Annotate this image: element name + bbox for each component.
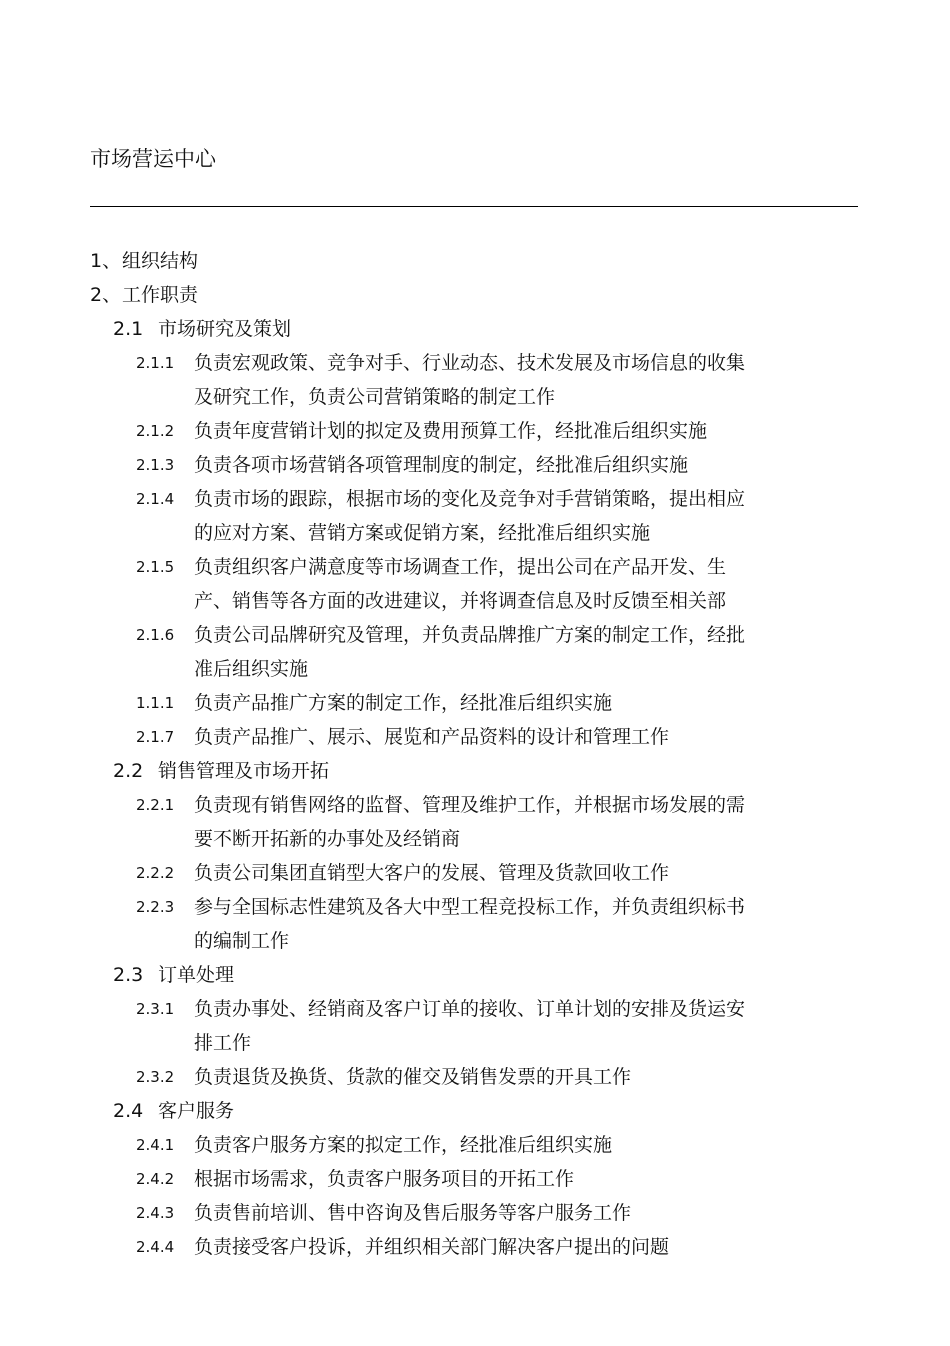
item-number: 2.1.5 — [136, 558, 175, 576]
item-text: 负责宏观政策、竞争对手、行业动态、技术发展及市场信息的收集 — [194, 352, 746, 374]
item-text: 组织结构 — [122, 250, 199, 272]
item-number: 2.2 — [113, 760, 144, 782]
item-text: 工作职责 — [122, 284, 199, 306]
item-text: 客户服务 — [158, 1100, 235, 1122]
item-number: 2.1 — [113, 318, 144, 340]
item-number: 2.2.3 — [136, 898, 175, 916]
item-number: 2.1.6 — [136, 626, 175, 644]
item-number: 2.3 — [113, 964, 144, 986]
outline-item — [0, 482, 950, 550]
item-number: 2.1.2 — [136, 422, 175, 440]
section-heading — [0, 754, 950, 788]
item-text: 负责组织客户满意度等市场调查工作，提出公司在产品开发、生 — [194, 556, 727, 578]
outline-item — [0, 1230, 950, 1264]
outline-item — [0, 992, 950, 1060]
section-heading — [0, 1094, 950, 1128]
item-text-continued: 要不断开拓新的办事处及经销商 — [194, 828, 461, 850]
outline-item — [0, 1162, 950, 1196]
item-text: 负责公司集团直销型大客户的发展、管理及货款回收工作 — [194, 862, 670, 884]
item-number: 2.1.7 — [136, 728, 175, 746]
outline-item — [0, 856, 950, 890]
outline-item — [0, 550, 950, 618]
item-number: 2.2.1 — [136, 796, 175, 814]
item-number: 2.4.2 — [136, 1170, 175, 1188]
item-number: 2.3.2 — [136, 1068, 175, 1086]
item-text: 负责办事处、经销商及客户订单的接收、订单计划的安排及货运安 — [194, 998, 746, 1020]
item-text: 负责市场的跟踪，根据市场的变化及竞争对手营销策略，提出相应 — [194, 488, 746, 510]
item-number: 2.4.4 — [136, 1238, 175, 1256]
item-number: 2.3.1 — [136, 1000, 175, 1018]
header-divider — [90, 206, 858, 207]
outline-item — [0, 1060, 950, 1094]
item-number: 2、 — [90, 284, 122, 306]
item-text: 市场研究及策划 — [158, 318, 292, 340]
outline-list — [0, 244, 950, 1264]
outline-item — [0, 1196, 950, 1230]
item-text-continued: 产、销售等各方面的改进建议，并将调查信息及时反馈至相关部 — [194, 590, 727, 612]
item-text: 负责接受客户投诉，并组织相关部门解决客户提出的问题 — [194, 1236, 670, 1258]
outline-item — [0, 414, 950, 448]
outline-item — [0, 448, 950, 482]
outline-item — [0, 720, 950, 754]
item-text: 参与全国标志性建筑及各大中型工程竞投标工作，并负责组织标书 — [194, 896, 746, 918]
item-text: 负责退货及换货、货款的催交及销售发票的开具工作 — [194, 1066, 632, 1088]
outline-item — [0, 890, 950, 958]
item-text: 负责现有销售网络的监督、管理及维护工作，并根据市场发展的需 — [194, 794, 746, 816]
item-text: 订单处理 — [158, 964, 235, 986]
item-number: 1、 — [90, 250, 122, 272]
item-number: 2.1.1 — [136, 354, 175, 372]
item-number: 2.1.4 — [136, 490, 175, 508]
item-text-continued: 准后组织实施 — [194, 658, 309, 680]
section-heading — [0, 958, 950, 992]
section-heading — [0, 244, 950, 278]
item-text-continued: 及研究工作，负责公司营销策略的制定工作 — [194, 386, 556, 408]
item-number: 2.1.3 — [136, 456, 175, 474]
item-number: 1.1.1 — [136, 694, 175, 712]
outline-item — [0, 618, 950, 686]
item-text-continued: 排工作 — [194, 1032, 252, 1054]
item-text: 负责客户服务方案的拟定工作，经批准后组织实施 — [194, 1134, 613, 1156]
item-number: 2.4 — [113, 1100, 144, 1122]
outline-item — [0, 788, 950, 856]
item-text: 负责公司品牌研究及管理，并负责品牌推广方案的制定工作，经批 — [194, 624, 746, 646]
item-text: 负责售前培训、售中咨询及售后服务等客户服务工作 — [194, 1202, 632, 1224]
item-number: 2.4.1 — [136, 1136, 175, 1154]
item-text: 负责年度营销计划的拟定及费用预算工作，经批准后组织实施 — [194, 420, 708, 442]
section-heading — [0, 278, 950, 312]
item-text: 负责各项市场营销各项管理制度的制定，经批准后组织实施 — [194, 454, 689, 476]
item-text: 负责产品推广方案的制定工作，经批准后组织实施 — [194, 692, 613, 714]
item-text-continued: 的应对方案、营销方案或促销方案，经批准后组织实施 — [194, 522, 651, 544]
item-text: 负责产品推广、展示、展览和产品资料的设计和管理工作 — [194, 726, 670, 748]
item-number: 2.2.2 — [136, 864, 175, 882]
item-text-continued: 的编制工作 — [194, 930, 290, 952]
outline-item — [0, 346, 950, 414]
item-text: 销售管理及市场开拓 — [158, 760, 330, 782]
outline-item — [0, 686, 950, 720]
section-heading — [0, 312, 950, 346]
outline-item — [0, 1128, 950, 1162]
item-number: 2.4.3 — [136, 1204, 175, 1222]
page-title: 市场营运中心 — [90, 147, 216, 171]
item-text: 根据市场需求，负责客户服务项目的开拓工作 — [194, 1168, 575, 1190]
